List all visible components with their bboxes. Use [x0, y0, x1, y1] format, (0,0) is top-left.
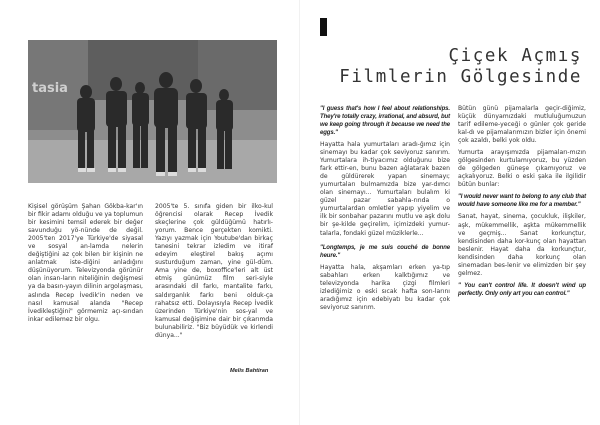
article-title: [332, 46, 582, 88]
svg-text:tasia: tasia: [32, 81, 68, 96]
paragraph: Sanat, hayat, sinema, çocukluk, ilişkiler, aşk, mükemmellik, aşkta mükemmellik ve geçmiş... Sanat korkunçtur, kendisinden daha kor-kunç olan hayattan beslenir. Hayat daha da korkunçtur, kendisinden daha korkunç olan sinemadan bes-lenir ve elimizden bir şey gelmez.: [458, 213, 586, 277]
right-column-2: [458, 105, 586, 302]
paragraph: Hayatta hala yumurtaları aradı-ğımız için sinemayı bu kadar çok seviyoruz sanırım. Yumurtalara ih-tiyacımız olduğunu bize fark ettir-en, bunu bazen ağlatarak bazen de güldürerek yapan sinemayı; yumurtaları bulmamızda bize yar-dımcı olan sinemayı... Yumurtaları bulalım ki güzel pazar sabahla-rında o yumurtalardan omletler yapıp yiyelim ve ilk bir sonbahar pazarını mutlu ve aşk dolu bir şe-kilde geçirelim, içimizdeki yumur-talarla, fondaki güzel müziklerle...: [320, 141, 450, 237]
pull-quote: "I guess that's how I feel about relationships. They're totally crazy, irrational, and absurd, but we keep going through it because we need the eggs.": [320, 106, 450, 136]
paragraph: Hayatta hala, akşamları erken ya-tıp sabahları erken kalktığımız ve televizyonda harika çizgi filmleri izlediğimiz o eski sıcak hafta son-larını aradığımız için edebiyatı bu kadar çok seviyoruz sanırım.: [320, 263, 450, 311]
paragraph: Yumurta arayışımızda pijamaları-mızın gölgesinden kurtulamıyoruz, bu yüzden de gölgeden güneşe çıkamıyoruz ve açkalıyoruz. Belki o eski şaka ile ilgilidir bütün bunlar:: [458, 149, 586, 189]
pull-quote: " You can't control life. It doesn't wind up perfectly. Only only art you can control.": [458, 282, 586, 297]
left-column-1: [28, 203, 143, 328]
pull-quote: "I would never want to belong to any club that would have someone like me for a member.": [458, 194, 586, 209]
group-photo: [28, 40, 277, 183]
photo-illustration: [28, 40, 277, 183]
pull-quote: "Longtemps, je me suis couché de bonne heure.": [320, 244, 450, 259]
paragraph: Kişisel görüşüm Şahan Gökba-kar'ın bir fikir adamı olduğu ve ya toplumun bir kesimini temsil ederek bir değer savunduğu yö-nünde de değil. 2005'ten 2017'ye Türkiye'de siyasal ve sosyal an-lamda nelerin değiştiğini az çok bilen bir kişinin ne anlatmak iste-diğini anladığını düşünüyorum. Televizyonda görünür olan insan-ların niteliğinin değişmesi ya da basın-yayın dilinin argolaşması, aslında Recep İvedik'in neden ve nasıl kamusal alanda "Recep İvedikleştiğini" görmemiz açı-sından inkar edilemez bir olgu.: [28, 203, 143, 323]
title-line-2: Filmlerin Gölgesinde: [339, 67, 582, 87]
author-signature: Melis Bahtiran: [230, 368, 269, 374]
paragraph: 2005'te 5. sınıfa giden bir ilko-kul öğrencisi olarak Recep İvedik skeçlerine çok güldüğümü hatırlı-yorum. Bence gerçekten komikti. Yazıyı yazmak için Youtube'dan birkaç tanesini tekrar izledim ve itiraf edeyim eleştirel bakış açımı susturduğum zaman, yine gül-düm. Ama yine de, boxoffice'leri alt üst etmiş günümüz film seri-siyle arasındaki dil farkı, mantalite farkı, saldırganlık farkı beni olduk-ça rahatsız etti. Dolayısıyla Recep İvedik üzerinden Türkiye'nin sos-yal ve kamusal değişimine dair bir çıkarımda bulunabiliriz. "Biz büyüdük ve kirlendi dünya...": [155, 203, 273, 339]
section-marker: [320, 18, 327, 36]
right-column-1: [320, 105, 450, 316]
paragraph: Bütün günü pijamalarla geçir-diğimiz, küçük dünyamızdaki mutluluğumuzun tarif edileme-yeceği o günler çok geride kal-dı ve pijamalarımızın bizler için önemi çok azaldı, belki yok oldu.: [458, 105, 586, 145]
title-line-1: Çiçek Açmış: [448, 46, 582, 66]
left-column-2: [155, 203, 273, 344]
